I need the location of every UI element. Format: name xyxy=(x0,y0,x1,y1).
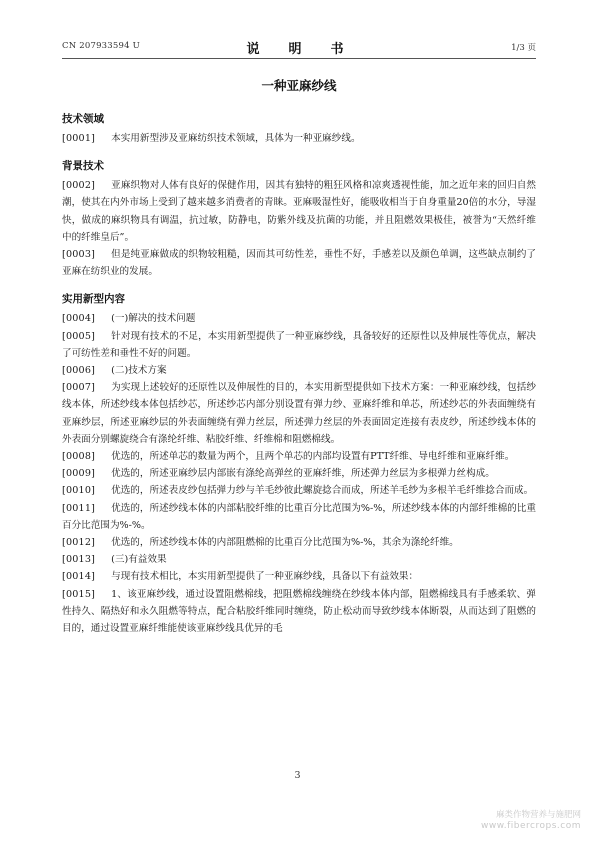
paragraph-number: [0004] xyxy=(62,313,96,325)
paragraph xyxy=(62,362,536,379)
paragraph-text: 优选的，所述表皮纱包括弹力纱与羊毛纱彼此螺旋捻合而成，所述羊毛纱为多根羊毛纤维捻合而成。 xyxy=(111,485,534,497)
paragraph-number: [0007] xyxy=(62,382,96,394)
watermark-url: www.fibercrops.com xyxy=(481,821,581,831)
site-watermark xyxy=(481,810,581,832)
paragraph xyxy=(62,177,536,246)
section-heading: 技术领域 xyxy=(62,113,104,125)
paragraph-number: [0002] xyxy=(62,180,96,192)
header-rule xyxy=(62,58,536,59)
document-title: 一种亚麻纱线 xyxy=(261,78,337,93)
paragraph-text: 1、该亚麻纱线，通过设置阻燃棉线，把阻燃棉线缠绕在纱线本体内部，阻燃棉线具有手感柔软、弹性持久、隔热好和永久阻燃等特点，配合粘胶纤维同时缠绕，防止松动而导致纱线本体断裂，从而达到了阻燃的目的，通过设置亚麻纤维能使该亚麻纱线具优异的毛 xyxy=(62,588,536,635)
document-type: 说 明 书 xyxy=(246,42,352,57)
paragraph-text: (一)解决的技术问题 xyxy=(111,313,196,325)
paragraph-text: 针对现有技术的不足，本实用新型提供了一种亚麻纱线，具备较好的还原性以及伸展性等优点，解决了可纺性差和垂性不好的问题。 xyxy=(62,330,536,359)
paragraph-text: 亚麻织物对人体有良好的保健作用，因其有独特的粗狂风格和凉爽透视性能，加之近年来的回归自然潮，使其在内外市场上受到了越来越多消费者的青睐。亚麻吸湿性好，能吸收相当于自身重量20倍的水分，导湿快，做成的麻织物具有调温，抗过敏，防静电，防紫外线及抗菌的功能，并且阻燃效果极佳，被誉为“天然纤维中的纤维皇后”。 xyxy=(62,180,536,243)
paragraph-text: 为实现上述较好的还原性以及伸展性的目的，本实用新型提供如下技术方案：一种亚麻纱线，包括纱线本体，所述纱线本体包括纱芯，所述纱芯内部分别设置有弹力纱、亚麻纤维和单芯，所述纱芯的外表面缠绕有亚麻纱层，所述亚麻纱层的外表面缠绕有弹力丝层，所述弹力丝层的外表面固定连接有表皮纱，所述纱线本体的外表面分别螺旋绕合有涤纶纤维、粘胶纤维、纤维棉和阻燃棉线。 xyxy=(62,382,536,445)
paragraph-text: (二)技术方案 xyxy=(111,365,167,377)
paragraph-number: [0009] xyxy=(62,468,96,480)
paragraph xyxy=(62,482,536,499)
document-body xyxy=(62,112,536,649)
paragraph-text: 优选的，所述亚麻纱层内部嵌有涤纶高弹丝的亚麻纤维，所述弹力丝层为多根弹力丝构成。 xyxy=(111,468,495,480)
section-heading: 实用新型内容 xyxy=(62,293,125,306)
paragraph-text: 优选的，所述单芯的数量为两个，且两个单芯的内部均设置有PTT纤维、导电纤维和亚麻纤维。 xyxy=(111,451,515,463)
paragraph-number: [0001] xyxy=(62,133,96,144)
paragraph-text: 本实用新型涉及亚麻纺织技术领域，具体为一种亚麻纱线。 xyxy=(111,133,361,144)
section xyxy=(62,112,536,147)
section xyxy=(62,292,536,637)
paragraph xyxy=(62,586,536,638)
paragraph-number: [0005] xyxy=(62,330,96,342)
paragraph xyxy=(62,328,536,362)
paragraph xyxy=(62,568,536,585)
section-heading: 背景技术 xyxy=(62,160,104,173)
paragraph-number: [0010] xyxy=(62,485,96,497)
paragraph-number: [0011] xyxy=(62,502,96,514)
page-info: 1/3 页 xyxy=(511,43,536,53)
paragraph-number: [0014] xyxy=(62,571,96,583)
paragraph-number: [0008] xyxy=(62,451,96,463)
paragraph-text: 但是纯亚麻做成的织物较粗糙，因而其可纺性差，垂性不好，手感差以及颜色单调，这些缺点制约了亚麻在纺织业的发展。 xyxy=(62,249,536,278)
paragraph xyxy=(62,500,536,534)
paragraph xyxy=(62,130,536,147)
paragraph-text: 与现有技术相比，本实用新型提供了一种亚麻纱线，具备以下有益效果： xyxy=(111,571,419,583)
paragraph-number: [0003] xyxy=(62,249,96,261)
document-header xyxy=(62,38,536,58)
page-number: 3 xyxy=(294,770,301,781)
paragraph xyxy=(62,379,536,448)
paragraph-text: 优选的，所述纱线本体的内部阻燃棉的比重百分比范围为%-%，其余为涤纶纤维。 xyxy=(111,537,459,549)
section xyxy=(62,159,536,280)
paragraph-text: 优选的，所述纱线本体的内部粘胶纤维的比重百分比范围为%-%，所述纱线本体的内部纤维棉的比重百分比范围为%-%。 xyxy=(62,502,536,531)
watermark-site-name: 麻类作物营养与施肥网 xyxy=(495,810,581,820)
paragraph-number: [0015] xyxy=(62,588,96,600)
paragraph-text: (三)有益效果 xyxy=(111,554,167,566)
paragraph-number: [0013] xyxy=(62,554,96,566)
paragraph xyxy=(62,246,536,280)
paragraph-number: [0006] xyxy=(62,365,96,377)
paragraph xyxy=(62,551,536,568)
paragraph xyxy=(62,448,536,465)
paragraph-number: [0012] xyxy=(62,537,96,549)
patent-number: CN 207933594 U xyxy=(62,41,140,51)
paragraph xyxy=(62,465,536,482)
paragraph xyxy=(62,310,536,327)
paragraph xyxy=(62,534,536,551)
